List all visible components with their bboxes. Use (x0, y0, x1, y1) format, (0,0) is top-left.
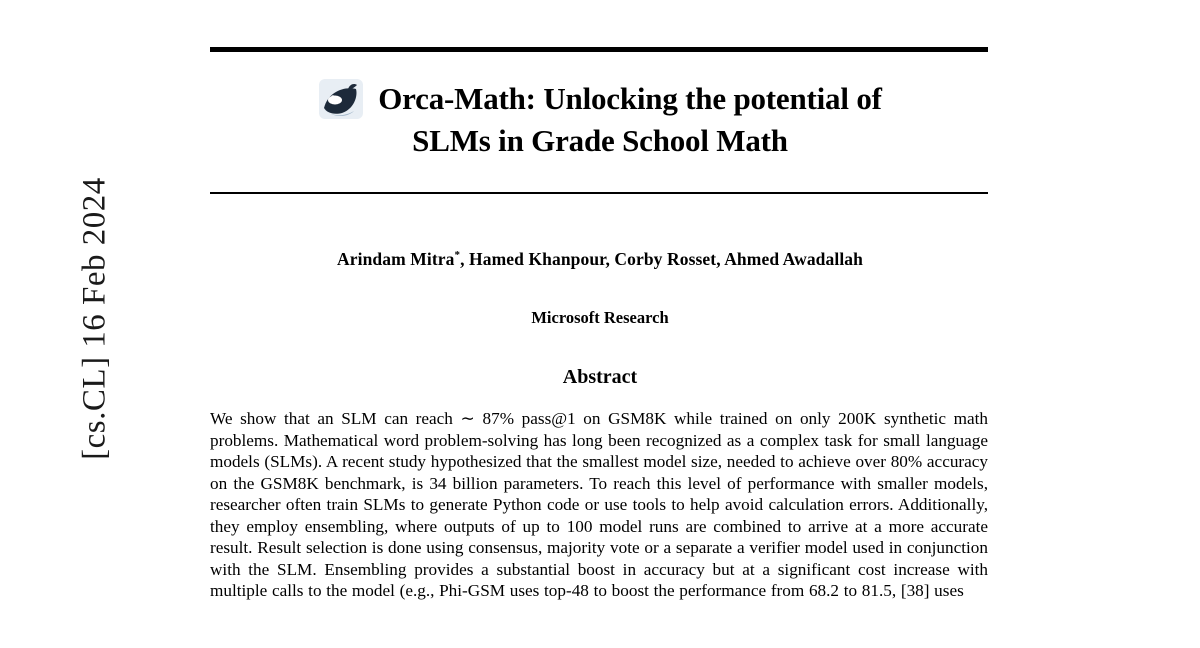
title-rule-bottom (210, 192, 988, 194)
affiliation: Microsoft Research (531, 308, 669, 327)
author-first: Arindam Mitra (337, 249, 455, 269)
author-list (210, 249, 990, 270)
paper-title-line-1 (210, 78, 990, 120)
arxiv-stamp-text: [cs.CL] 16 Feb 2024 (76, 177, 113, 460)
author-footnote-marker: * (454, 249, 461, 262)
abstract-body (210, 408, 988, 602)
abstract-paragraph: We show that an SLM can reach ∼ 87% pass@1 on GSM8K while trained on only 200K synthetic math problems. Mathematical word problem-solving has long been recognized as a complex task for small language models (SLMs). A recent study hypothesized that the smallest model size, needed to achieve over 80% accuracy on the GSM8K benchmark, is 34 billion parameters. To reach this level of performance with smaller models, researcher often train SLMs to generate Python code or use tools to help avoid calculation errors. Additionally, they employ ensembling, where outputs of up to 100 model runs are combined to arrive at a more accurate result. Result selection is done using consensus, majority vote or a separate a verifier model used in conjunction with the SLM. Ensembling provides a substantial boost in accuracy but at a significant cost increase with multiple calls to the model (e.g., Phi-GSM uses top-48 to boost the performance from 68.2 to 81.5, [38] uses (210, 409, 988, 600)
abstract-heading: Abstract (562, 366, 638, 388)
paper-title-text-1: Orca-Math: Unlocking the potential of (378, 81, 882, 116)
paper-title-line-2: SLMs in Grade School Math (412, 123, 788, 158)
author-rest: , Hamed Khanpour, Corby Rosset, Ahmed Awadallah (460, 249, 863, 269)
title-rule-top (210, 47, 988, 52)
orca-whale-logo-icon (318, 78, 364, 120)
arxiv-stamp (0, 0, 120, 648)
paper-title-block (210, 78, 990, 162)
paper-page (210, 0, 990, 648)
